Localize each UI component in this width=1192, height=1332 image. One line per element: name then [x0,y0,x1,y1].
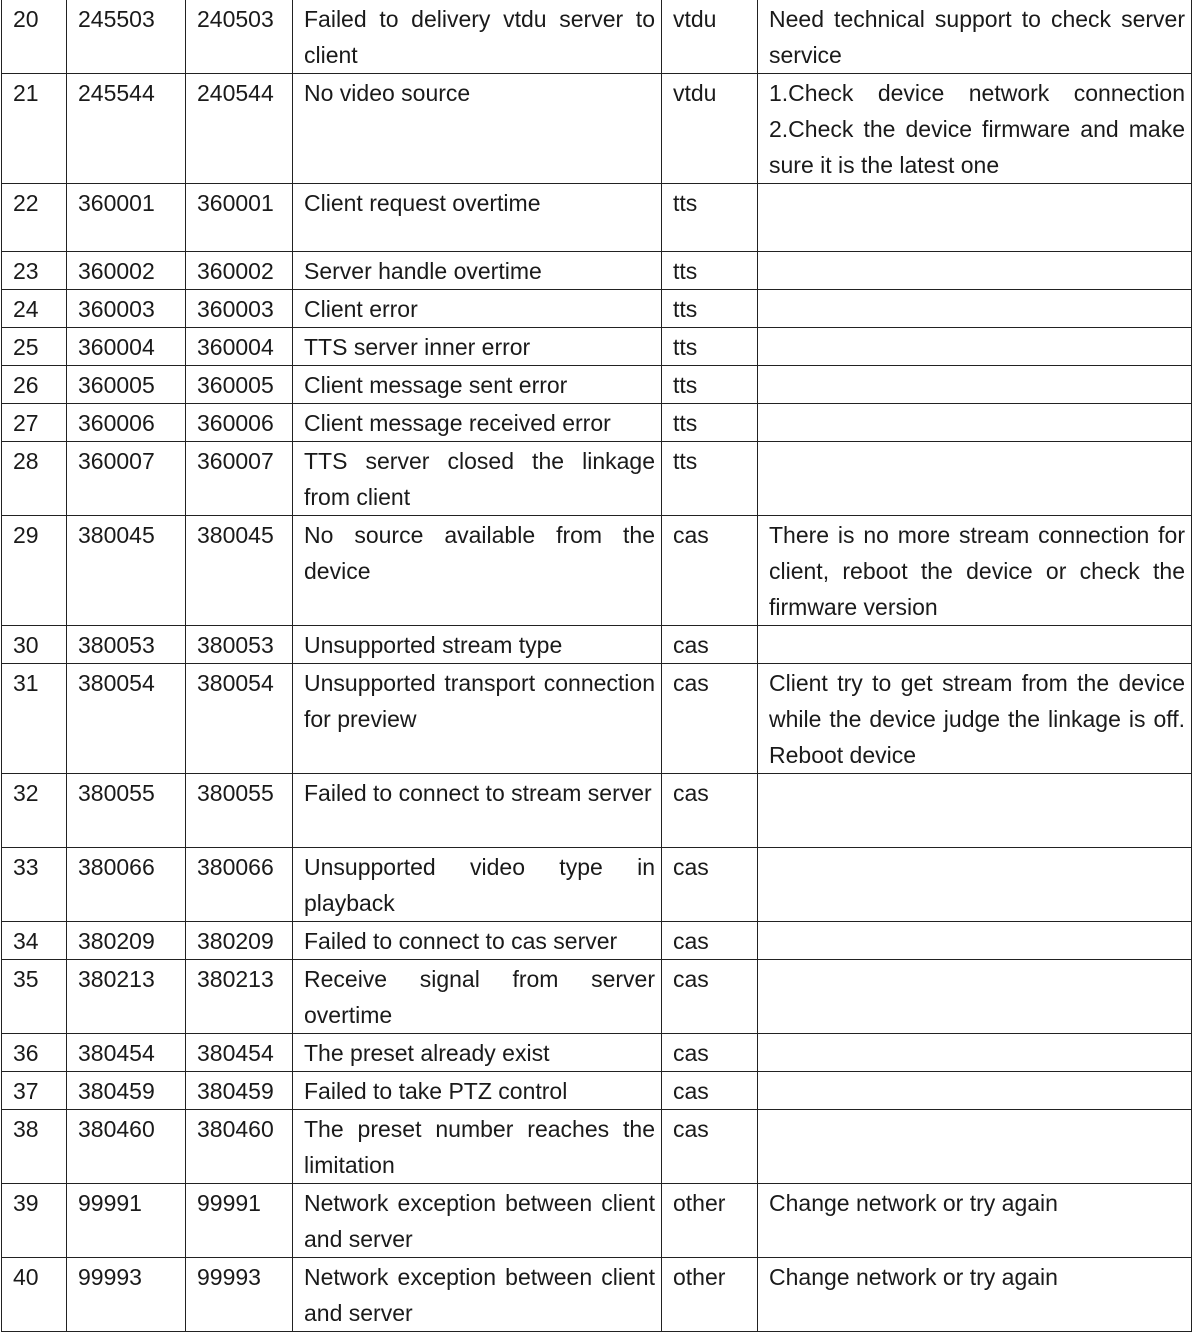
cell-description: Client request overtime [293,184,662,252]
cell-module: tts [662,366,758,404]
cell-description: Network exception between client and server [293,1258,662,1332]
cell-solution: Need technical support to check server service [758,0,1192,74]
cell-description: No video source [293,74,662,184]
cell-error-code: 380454 [67,1034,186,1072]
cell-description: The preset number reaches the limitation [293,1110,662,1184]
cell-row-number: 36 [2,1034,67,1072]
cell-description: TTS server closed the linkage from client [293,442,662,516]
cell-error-code: 380066 [67,848,186,922]
cell-module: other [662,1184,758,1258]
cell-error-code: 380213 [67,960,186,1034]
cell-error-code: 99991 [67,1184,186,1258]
cell-error-code: 245544 [67,74,186,184]
cell-error-code: 99993 [67,1258,186,1332]
cell-row-number: 30 [2,626,67,664]
cell-row-number: 34 [2,922,67,960]
cell-module: cas [662,516,758,626]
table-row [2,290,1192,328]
cell-row-number: 28 [2,442,67,516]
cell-row-number: 31 [2,664,67,774]
table-row [2,1110,1192,1184]
cell-solution: Change network or try again [758,1258,1192,1332]
cell-sub-error-code: 360001 [186,184,293,252]
cell-solution [758,1072,1192,1110]
cell-solution: There is no more stream connection for client, reboot the device or check the firmware version [758,516,1192,626]
table-row [2,774,1192,848]
cell-description: Client message sent error [293,366,662,404]
table-row [2,252,1192,290]
cell-description: Failed to connect to cas server [293,922,662,960]
cell-solution [758,960,1192,1034]
cell-module: tts [662,184,758,252]
cell-error-code: 360002 [67,252,186,290]
cell-description: Unsupported stream type [293,626,662,664]
table-row [2,516,1192,626]
cell-module: tts [662,404,758,442]
cell-error-code: 245503 [67,0,186,74]
cell-module: cas [662,960,758,1034]
cell-error-code: 380460 [67,1110,186,1184]
cell-module: cas [662,922,758,960]
table-row [2,442,1192,516]
cell-sub-error-code: 360004 [186,328,293,366]
cell-module: tts [662,252,758,290]
cell-error-code: 380054 [67,664,186,774]
table-row [2,626,1192,664]
table-row [2,664,1192,774]
table-row [2,922,1192,960]
cell-row-number: 22 [2,184,67,252]
cell-module: tts [662,442,758,516]
cell-error-code: 380459 [67,1072,186,1110]
cell-row-number: 27 [2,404,67,442]
cell-solution: 1.Check device network connection 2.Check the device firmware and make sure it is the latest one [758,74,1192,184]
cell-module: cas [662,774,758,848]
cell-sub-error-code: 380054 [186,664,293,774]
cell-sub-error-code: 380209 [186,922,293,960]
cell-error-code: 360003 [67,290,186,328]
cell-solution [758,404,1192,442]
cell-row-number: 25 [2,328,67,366]
cell-row-number: 29 [2,516,67,626]
cell-sub-error-code: 240544 [186,74,293,184]
cell-description: Failed to delivery vtdu server to client [293,0,662,74]
cell-sub-error-code: 360006 [186,404,293,442]
cell-row-number: 24 [2,290,67,328]
cell-error-code: 380053 [67,626,186,664]
cell-row-number: 20 [2,0,67,74]
error-code-table-body [2,0,1192,1332]
cell-sub-error-code: 360005 [186,366,293,404]
cell-sub-error-code: 360003 [186,290,293,328]
cell-error-code: 360007 [67,442,186,516]
cell-sub-error-code: 380066 [186,848,293,922]
cell-error-code: 380209 [67,922,186,960]
cell-module: tts [662,328,758,366]
cell-solution [758,290,1192,328]
cell-solution [758,366,1192,404]
table-row [2,1184,1192,1258]
cell-sub-error-code: 380055 [186,774,293,848]
cell-description: Server handle overtime [293,252,662,290]
cell-description: Client error [293,290,662,328]
table-row [2,74,1192,184]
cell-error-code: 380045 [67,516,186,626]
cell-description: Receive signal from server overtime [293,960,662,1034]
cell-row-number: 26 [2,366,67,404]
cell-solution [758,848,1192,922]
cell-error-code: 360001 [67,184,186,252]
cell-row-number: 38 [2,1110,67,1184]
cell-row-number: 35 [2,960,67,1034]
cell-sub-error-code: 380053 [186,626,293,664]
error-code-table [1,0,1192,1332]
cell-row-number: 32 [2,774,67,848]
cell-module: cas [662,1110,758,1184]
cell-solution: Change network or try again [758,1184,1192,1258]
cell-row-number: 40 [2,1258,67,1332]
cell-module: tts [662,290,758,328]
cell-sub-error-code: 380460 [186,1110,293,1184]
cell-solution [758,442,1192,516]
cell-sub-error-code: 380045 [186,516,293,626]
cell-sub-error-code: 360007 [186,442,293,516]
table-row [2,1258,1192,1332]
cell-error-code: 360005 [67,366,186,404]
table-row [2,366,1192,404]
cell-sub-error-code: 360002 [186,252,293,290]
cell-solution [758,328,1192,366]
cell-error-code: 360006 [67,404,186,442]
cell-error-code: 360004 [67,328,186,366]
cell-solution [758,1034,1192,1072]
cell-error-code: 380055 [67,774,186,848]
cell-solution: Client try to get stream from the device while the device judge the linkage is off. Reboot device [758,664,1192,774]
cell-solution [758,626,1192,664]
table-row [2,1034,1192,1072]
cell-description: Failed to take PTZ control [293,1072,662,1110]
cell-solution [758,774,1192,848]
table-row [2,848,1192,922]
table-row [2,404,1192,442]
cell-module: other [662,1258,758,1332]
cell-module: cas [662,848,758,922]
cell-description: Failed to connect to stream server [293,774,662,848]
cell-solution [758,1110,1192,1184]
cell-solution [758,184,1192,252]
table-row [2,1072,1192,1110]
cell-row-number: 21 [2,74,67,184]
cell-description: Unsupported video type in playback [293,848,662,922]
cell-row-number: 39 [2,1184,67,1258]
table-row [2,328,1192,366]
cell-description: No source available from the device [293,516,662,626]
cell-sub-error-code: 380459 [186,1072,293,1110]
cell-sub-error-code: 380454 [186,1034,293,1072]
cell-module: vtdu [662,0,758,74]
cell-description: Network exception between client and server [293,1184,662,1258]
table-row [2,0,1192,74]
cell-sub-error-code: 99993 [186,1258,293,1332]
cell-module: cas [662,1072,758,1110]
cell-module: cas [662,664,758,774]
cell-sub-error-code: 99991 [186,1184,293,1258]
cell-solution [758,252,1192,290]
table-row [2,960,1192,1034]
cell-module: cas [662,1034,758,1072]
cell-description: The preset already exist [293,1034,662,1072]
cell-sub-error-code: 380213 [186,960,293,1034]
cell-module: vtdu [662,74,758,184]
cell-row-number: 23 [2,252,67,290]
table-row [2,184,1192,252]
cell-row-number: 33 [2,848,67,922]
cell-description: TTS server inner error [293,328,662,366]
cell-description: Unsupported transport connection for preview [293,664,662,774]
cell-row-number: 37 [2,1072,67,1110]
cell-solution [758,922,1192,960]
cell-sub-error-code: 240503 [186,0,293,74]
cell-description: Client message received error [293,404,662,442]
cell-module: cas [662,626,758,664]
